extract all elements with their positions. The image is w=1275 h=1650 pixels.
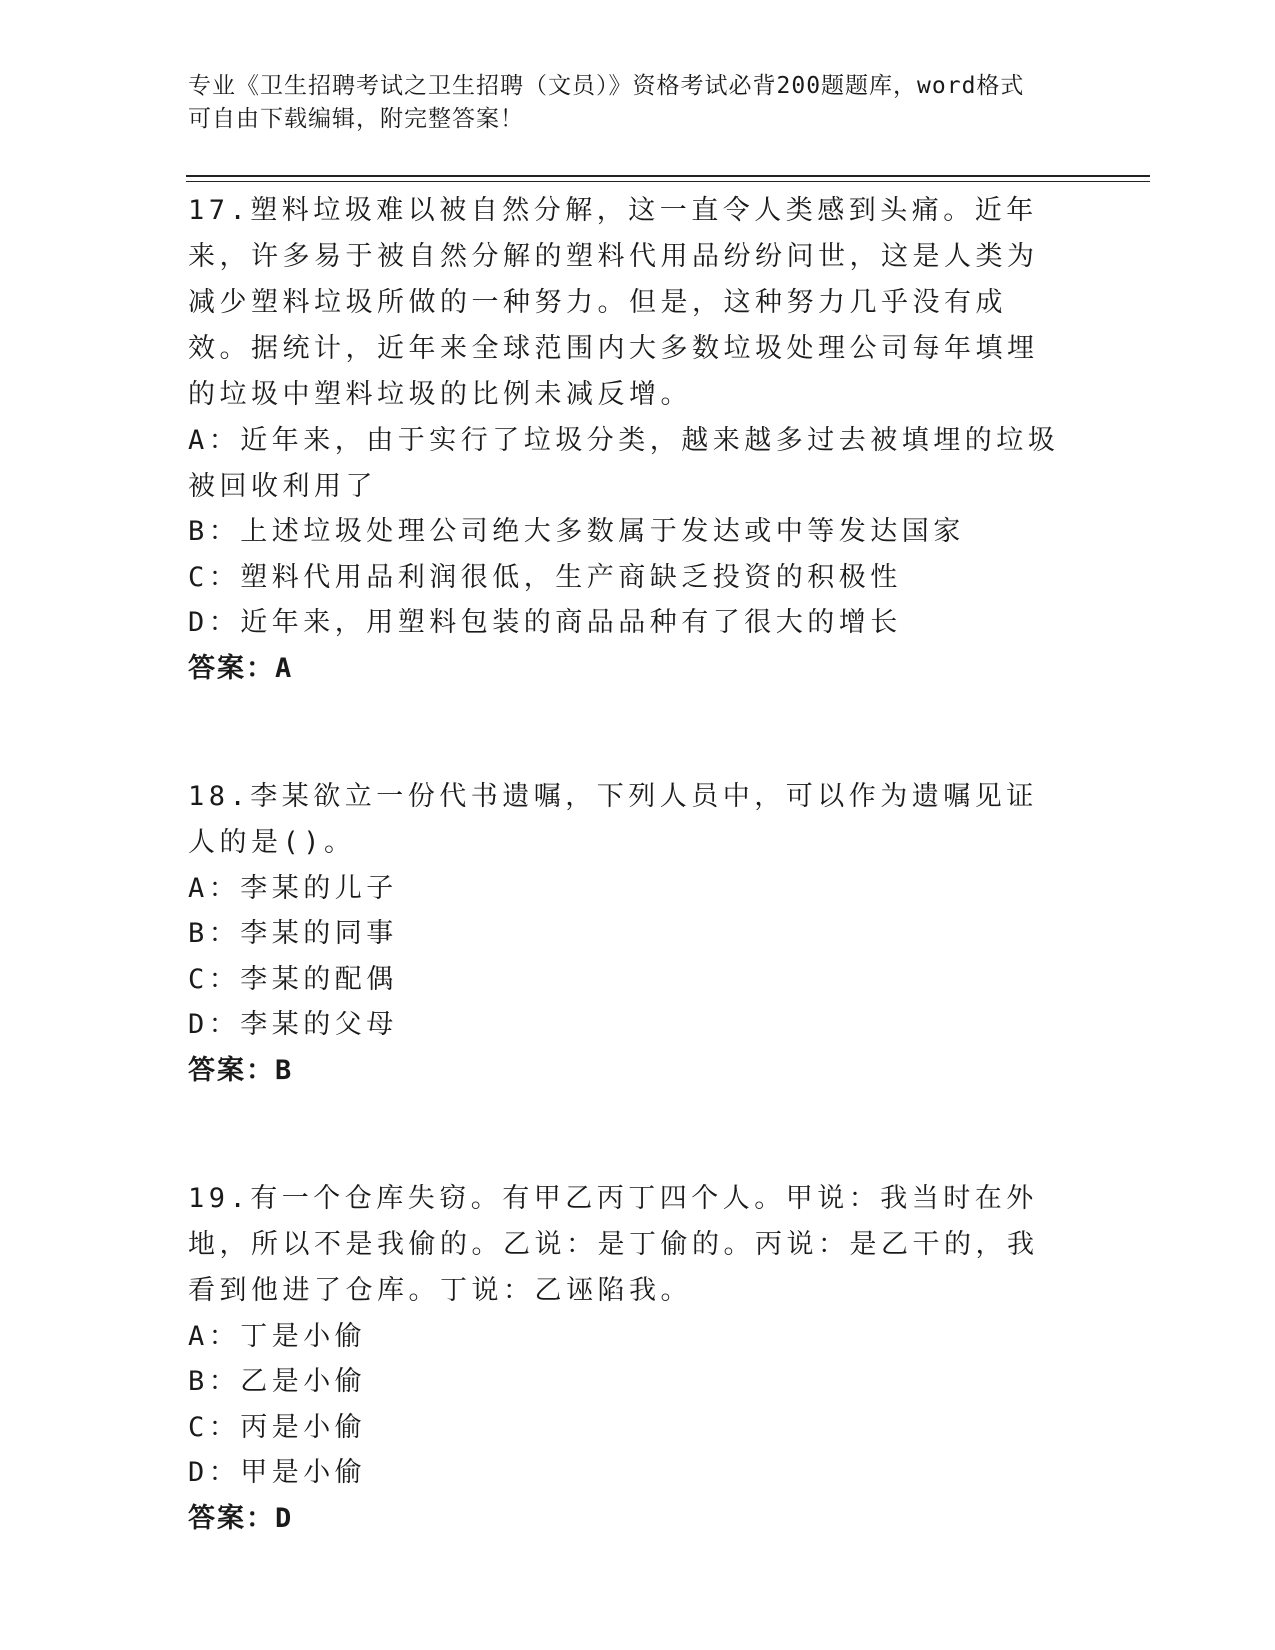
option-d: D：李某的父母 xyxy=(188,1009,398,1040)
question-17 xyxy=(188,188,1068,692)
question-18 xyxy=(188,774,1068,1094)
header-divider-thick xyxy=(186,175,1150,177)
option-b: B：上述垃圾处理公司绝大多数属于发达或中等发达国家 xyxy=(188,516,965,547)
header-title-line-2: 可自由下载编辑，附完整答案！ xyxy=(188,106,524,132)
header-divider-thin xyxy=(186,181,1150,182)
option-d: D：甲是小偷 xyxy=(188,1457,367,1488)
answer-label: 答案：B xyxy=(188,1054,294,1086)
option-a: A：近年来，由于实行了垃圾分类，越来越多过去被填埋的垃圾被回收利用了 xyxy=(188,425,1060,502)
question-stem: 18.李某欲立一份代书遗嘱，下列人员中，可以作为遗嘱见证人的是()。 xyxy=(188,780,1038,858)
option-d: D：近年来，用塑料包装的商品品种有了很大的增长 xyxy=(188,607,902,638)
option-a: A：丁是小偷 xyxy=(188,1320,367,1352)
option-b: B：乙是小偷 xyxy=(188,1366,367,1397)
answer-label: 答案：D xyxy=(188,1502,294,1534)
option-c: C：丙是小偷 xyxy=(188,1411,367,1443)
question-stem: 19.有一个仓库失窃。有甲乙丙丁四个人。甲说：我当时在外地，所以不是我偷的。乙说：是丁偷的。丙说：是乙干的，我看到他进了仓库。丁说：乙诬陷我。 xyxy=(188,1182,1039,1306)
document-header xyxy=(188,70,1088,136)
question-list xyxy=(188,188,1068,1542)
answer-label: 答案：A xyxy=(188,652,294,684)
header-title-line-1: 专业《卫生招聘考试之卫生招聘（文员）》资格考试必背200题题库，word格式 xyxy=(188,73,1025,99)
option-b: B：李某的同事 xyxy=(188,918,398,949)
question-19 xyxy=(188,1176,1068,1542)
option-c: C：塑料代用品利润很低，生产商缺乏投资的积极性 xyxy=(188,561,902,593)
question-spacer xyxy=(188,1094,1068,1176)
option-a: A：李某的儿子 xyxy=(188,872,398,904)
question-stem: 17.塑料垃圾难以被自然分解，这一直令人类感到头痛。近年来，许多易于被自然分解的塑料代用品纷纷问世，这是人类为减少塑料垃圾所做的一种努力。但是，这种努力几乎没有成效。据统计，近年来全球范围内大多数垃圾处理公司每年填埋的垃圾中塑料垃圾的比例未减反增。 xyxy=(188,195,1039,410)
option-c: C：李某的配偶 xyxy=(188,963,398,995)
question-spacer xyxy=(188,692,1068,774)
